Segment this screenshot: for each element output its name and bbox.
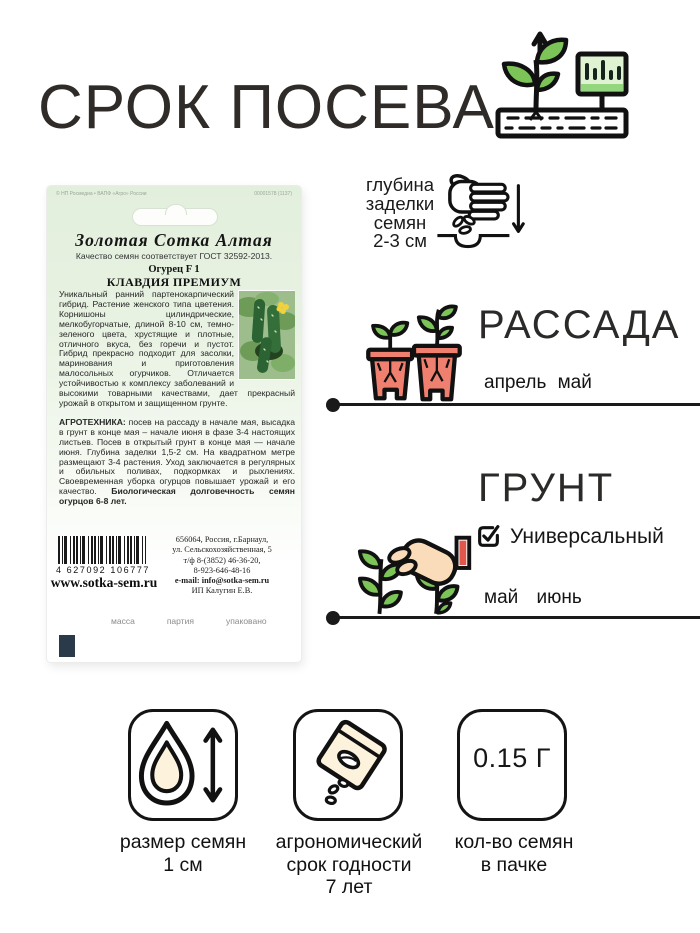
address-email: e-mail: info@sotka-sem.ru	[174, 576, 270, 586]
packet-bottom-block	[47, 534, 301, 626]
manufacturer-address	[157, 535, 287, 597]
gost-line: Качество семян соответствует ГОСТ 32592-2013.	[75, 251, 273, 261]
agro-bold-tail: Биологическая долговечность семян огурцов 6-8 лет.	[59, 486, 295, 507]
seed-weight-card	[457, 709, 567, 821]
variety-name: КЛАВДИЯ ПРЕМИУМ	[106, 275, 242, 289]
agro-paragraph	[59, 418, 295, 507]
depth-line: семян	[373, 211, 427, 233]
agro-text: посев на рассаду в начале мая, высадка в грунт в конце мая – начале июня в фазе 3-4 настоящих листьев. Посев в открытый грунт в конце мая — начале июня. Глубина заделки 1,5-2 см. На квадратном метре размещают 3-4 растения. Уход заключается в регулярных и обильных поливах, подкормках и рыхлениях. Своевременная уборка огурцов повышает урожай и его качество.	[59, 416, 295, 497]
seed-depth-label	[352, 176, 448, 251]
label-line: 1 см	[163, 853, 203, 876]
packet-text	[59, 290, 295, 507]
address-line: ул. Сельскохозяйственная, 5	[172, 545, 272, 555]
shelf-life-card	[293, 709, 403, 821]
cucumber-photo	[239, 291, 295, 379]
footer-field-massa: масса	[111, 616, 135, 626]
seedling-pots-icon	[364, 304, 464, 404]
seed-packet-back	[47, 186, 301, 662]
rassada-months: апрель май	[484, 372, 592, 393]
label-line: в пачке	[480, 853, 548, 876]
seed-size-label	[93, 831, 273, 876]
seed-count-label	[424, 831, 604, 876]
seed-packet-pour-icon	[301, 717, 395, 813]
grunt-months: май июнь	[484, 587, 582, 608]
seed-size-card	[128, 709, 238, 821]
soil-type-label: Универсальный	[510, 524, 664, 548]
footer-field-upakovano: упаковано	[225, 616, 267, 626]
address-line: 8-923-646-48-16	[193, 565, 251, 575]
description-text: Уникальный ранний партенокарпический гибрид. Растение женского типа цветения. Корнишоны цилиндрические, мелкобугорчатые, длиной 8-10 см, темно-зеленого цвета, хрустящие и плотные, отличного вкуса, без горечи и пустот. Гибрид прекрасно подходит для засолки, маринования и приготовления малосольных огурчиков. Отличается устойчивостью к комплексу заболеваний и высокими товарными качествами, дает прекрасный урожай в открытом и защищенном грунте.	[59, 290, 295, 408]
agro-label: АГРОТЕХНИКА:	[59, 416, 126, 427]
barcode	[58, 536, 146, 564]
grunt-title: ГРУНТ	[478, 466, 615, 510]
hand-sowing-depth-icon	[436, 170, 526, 254]
ink-mark	[59, 635, 75, 657]
label-line: агрономический	[275, 831, 423, 853]
hang-hole	[132, 208, 218, 226]
depth-line: заделки	[365, 192, 435, 214]
shelf-life-label	[259, 831, 439, 899]
packet-footer-fields	[47, 616, 301, 626]
label-line: срок годности	[286, 853, 412, 876]
packet-print-meta	[47, 191, 301, 197]
rassada-timeline	[332, 403, 700, 406]
plant-growth-chart-icon	[492, 30, 632, 142]
hand-planting-icon	[356, 517, 478, 617]
label-line: 7 лет	[325, 876, 373, 898]
seed-size-icon	[136, 718, 230, 812]
label-line: кол-во семян	[454, 831, 574, 853]
footer-field-partiya: партия	[166, 616, 194, 626]
website: www.sotka-sem.ru	[50, 575, 158, 590]
checkbox-checked-icon	[476, 524, 501, 549]
address-line: ИП Калугин Е.В.	[191, 586, 253, 596]
soil-type-row	[476, 524, 664, 549]
depth-line: 2-3 см	[373, 230, 427, 252]
label-line: размер семян	[119, 831, 247, 853]
print-meta-right: 00001578 (1137)	[254, 191, 292, 197]
seed-weight-value: 0.15 Г	[473, 742, 551, 773]
grunt-timeline	[332, 616, 700, 619]
address-line: т/ф 8-(3852) 46-36-20,	[183, 555, 261, 565]
page-title: СРОК ПОСЕВА	[38, 73, 495, 142]
print-meta-left: © НП Росмедиа • ВАПФ «Агро» России	[56, 191, 147, 197]
barcode-number: 4 627092 106777	[55, 565, 151, 575]
product-name: Огурец F 1	[148, 264, 200, 275]
brand-name: Золотая Сотка Алтая	[75, 230, 273, 250]
rassada-title: РАССАДА	[478, 303, 681, 347]
address-line: 656064, Россия, г.Барнаул,	[175, 535, 269, 544]
depth-line: глубина	[365, 174, 435, 195]
